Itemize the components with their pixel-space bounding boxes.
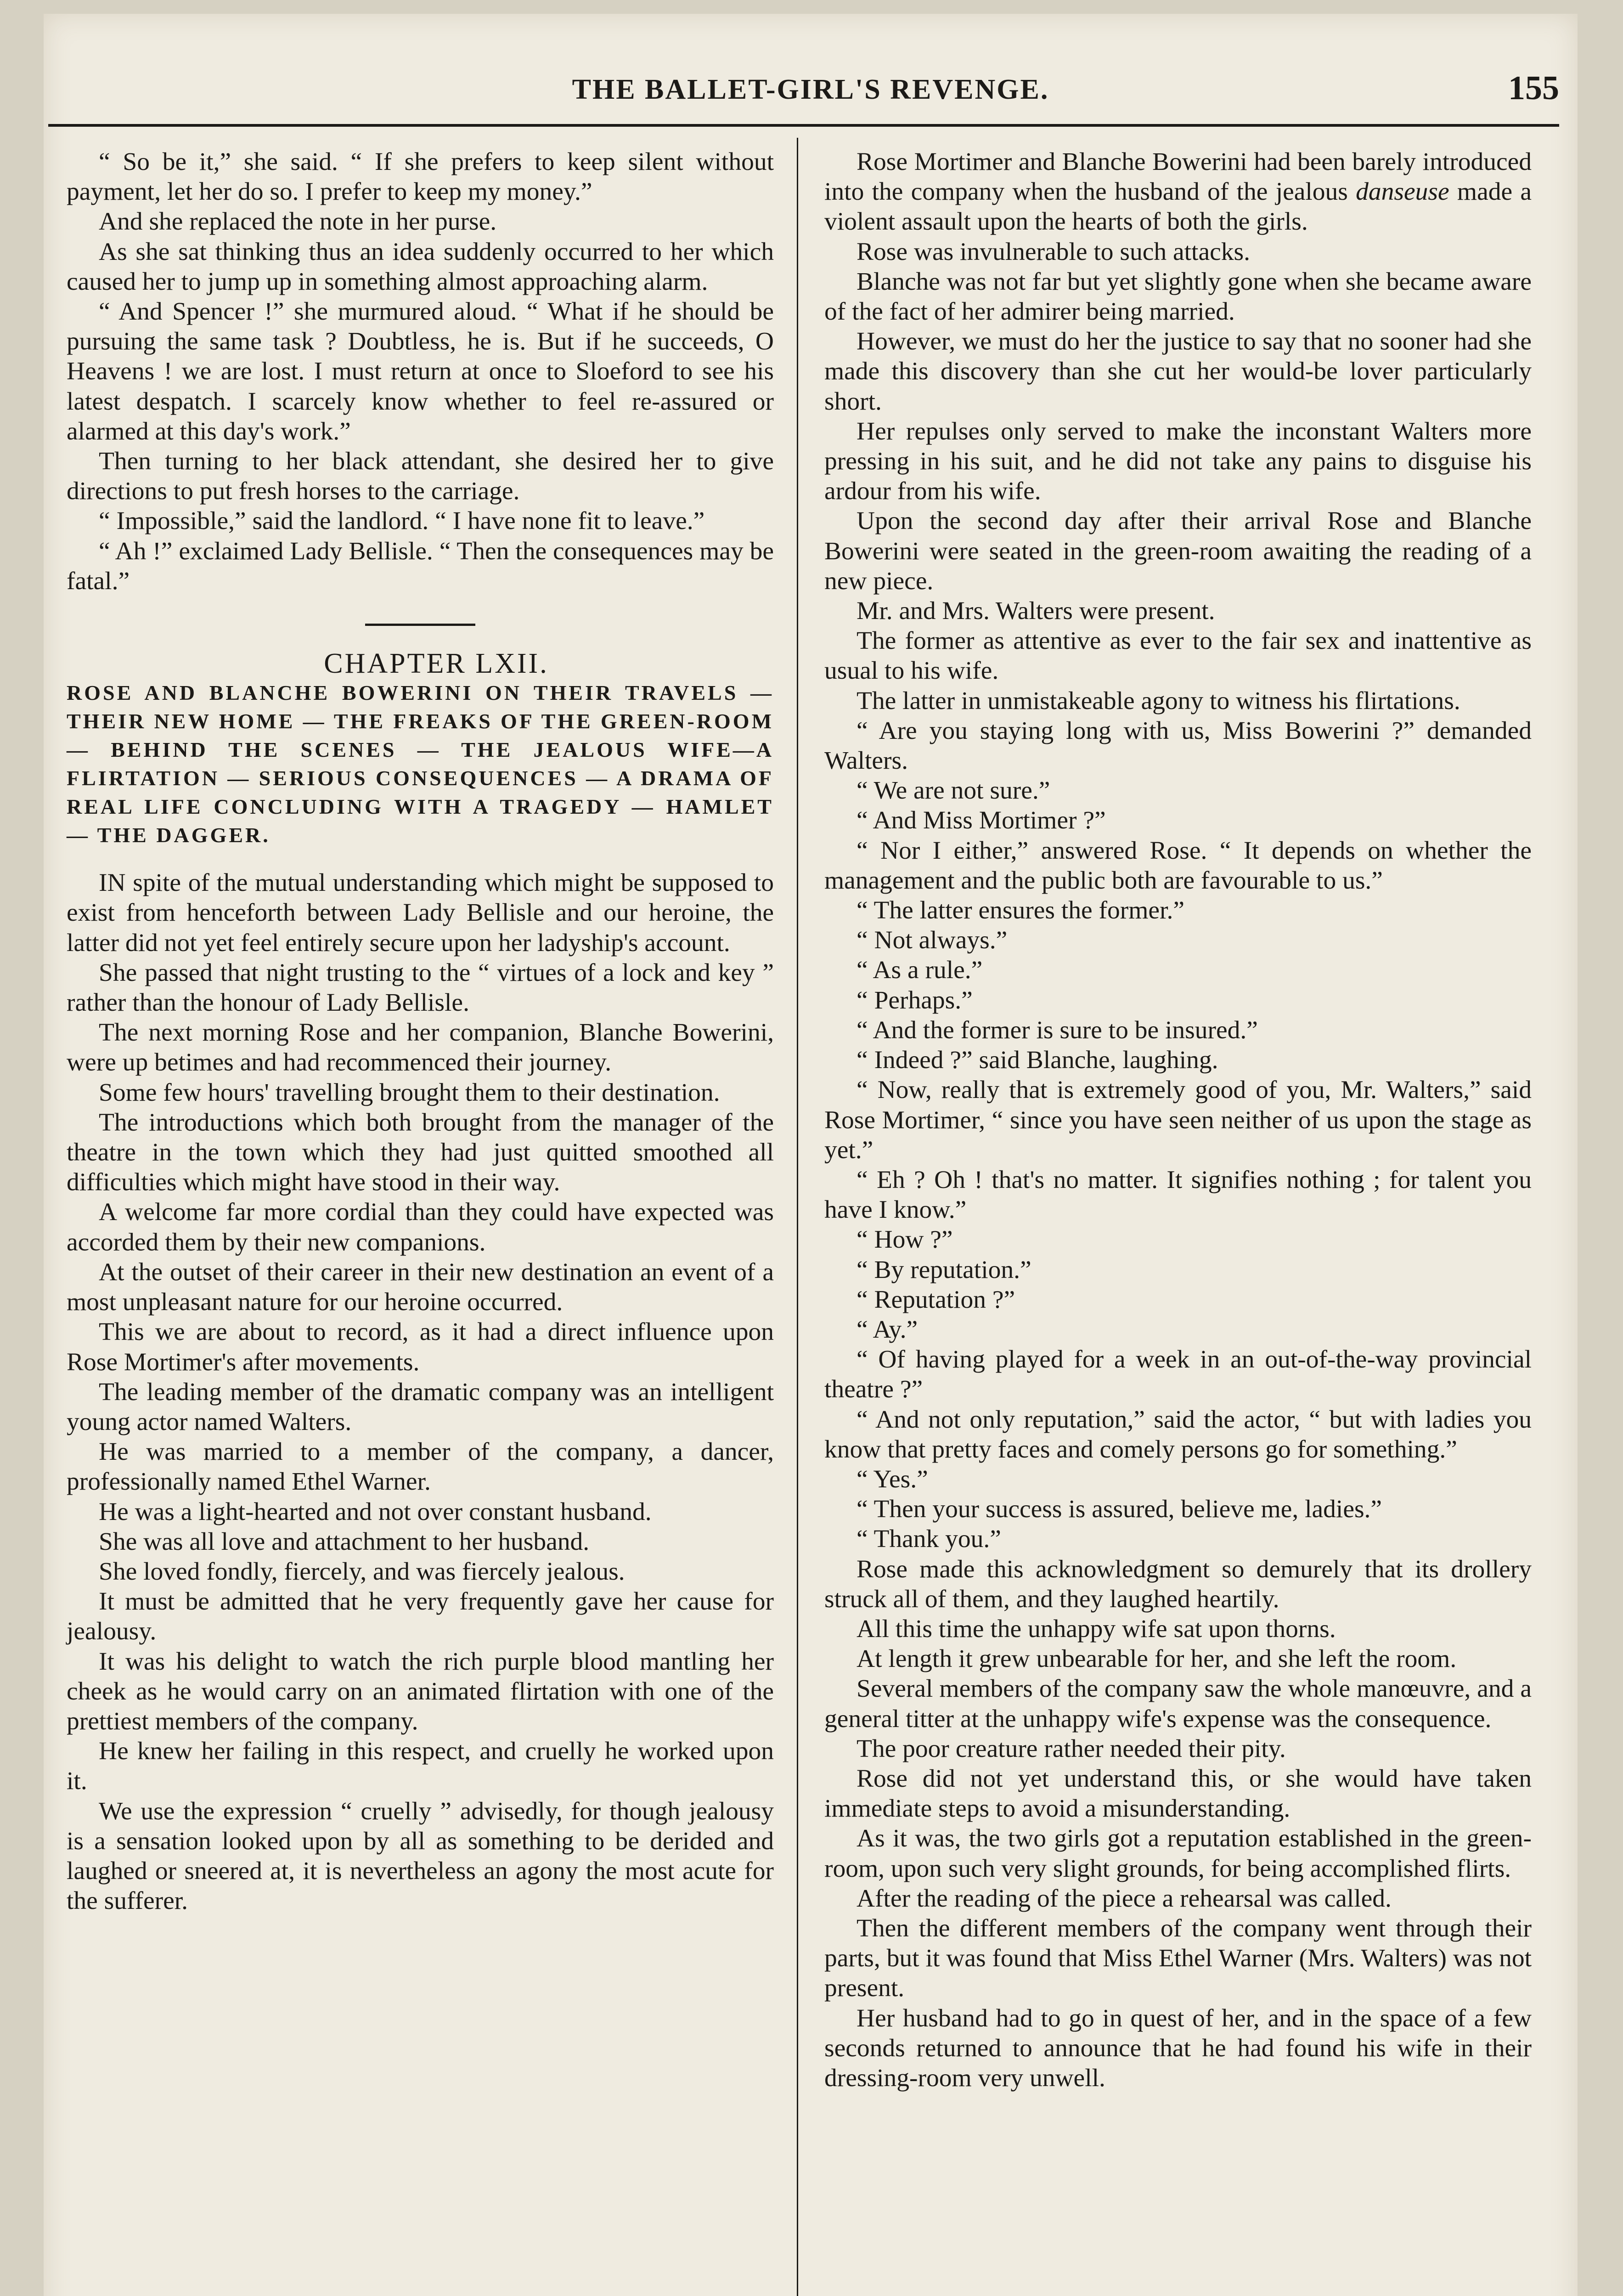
paragraph: As it was, the two girls got a reputation established in the green-room, upon such very slight grounds, for being accomplished flirts. <box>824 1824 1532 1883</box>
paragraph: At the outset of their career in their new destination an event of a most unpleasant nature for our heroine occurred. <box>67 1258 774 1317</box>
chapter-summary: ROSE AND BLANCHE BOWERINI ON THEIR TRAVELS — THEIR NEW HOME — THE FREAKS OF THE GREEN-ROOM — BEHIND THE SCENES — THE JEALOUS WIFE—A FLIRTATION — SERIOUS CONSEQUENCES — A DRAMA OF REAL LIFE CONCLUDING WITH A TRAGEDY — HAMLET — THE DAGGER. <box>67 681 774 847</box>
paragraph: She was all love and attachment to her husband. <box>99 1527 590 1556</box>
paragraph: Several members of the company saw the whole manœuvre, and a general titter at the unhappy wife's expense was the consequence. <box>824 1675 1532 1733</box>
paragraph: “ And the former is sure to be insured.” <box>857 1016 1258 1044</box>
paragraph: However, we must do her the justice to say that no sooner had she made this discovery than she cut her would-be lover particularly short. <box>824 327 1532 416</box>
paragraph: Her repulses only served to make the inconstant Walters more pressing in his suit, and he did not take any pains to disguise his ardour from his wife. <box>824 417 1532 506</box>
italic-word: danseuse <box>1356 178 1449 206</box>
paragraph: IN spite of the mutual understanding which might be supposed to exist from henceforth between Lady Bellisle and our heroine, the latter did not yet feel entirely secure upon her ladyship's account. <box>67 869 774 957</box>
paragraph: The leading member of the dramatic company was an intelligent young actor named Walters. <box>67 1378 774 1436</box>
paragraph: Upon the second day after their arrival Rose and Blanche Bowerini were seated in the green-room awaiting the reading of a new piece. <box>824 507 1532 595</box>
paragraph: “ So be it,” she said. “ If she prefers to keep silent without payment, let her do so. I prefer to keep my money.” <box>67 148 774 206</box>
paragraph: The former as attentive as ever to the fair sex and inattentive as usual to his wife. <box>824 627 1532 685</box>
paragraph: “ We are not sure.” <box>857 777 1050 805</box>
paragraph: “ And Miss Mortimer ?” <box>857 806 1106 835</box>
page-number: 155 <box>1508 69 1559 107</box>
paragraph: Blanche was not far but yet slightly gone when she became aware of the fact of her admirer being married. <box>824 267 1532 326</box>
paragraph: A welcome far more cordial than they could have expected was accorded them by their new companions. <box>67 1198 774 1256</box>
section-divider <box>365 624 475 626</box>
column-divider <box>797 138 798 2296</box>
paragraph: “ Eh ? Oh ! that's no matter. It signifies nothing ; for talent you have I know.” <box>824 1165 1532 1224</box>
paragraph: “ Indeed ?” said Blanche, laughing. <box>857 1046 1218 1075</box>
paragraph: Then the different members of the company went through their parts, but it was found that Miss Ethel Warner (Mrs. Walters) was not present. <box>824 1914 1532 2003</box>
paragraph: She passed that night trusting to the “ virtues of a lock and key ” rather than the honour of Lady Bellisle. <box>67 958 774 1017</box>
paragraph: “ Perhaps.” <box>857 986 973 1014</box>
paragraph: He knew her failing in this respect, and cruelly he worked upon it. <box>67 1737 774 1795</box>
running-head <box>44 64 1578 115</box>
paragraph: And she replaced the note in her purse. <box>99 208 497 236</box>
text-run: made a violent assault upon the hearts of both the girls. <box>824 178 1532 236</box>
running-title: THE BALLET-GIRL'S REVENGE. <box>572 74 1049 105</box>
paragraph: Mr. and Mrs. Walters were present. <box>857 597 1215 625</box>
paragraph: “ By reputation.” <box>857 1255 1031 1284</box>
paragraph: As she sat thinking thus an idea suddenly occurred to her which caused her to jump up in something almost approaching alarm. <box>67 237 774 296</box>
paragraph: “ Not always.” <box>857 926 1008 955</box>
paragraph: “ Nor I either,” answered Rose. “ It depends on whether the management and the public both are favourable to us.” <box>824 836 1532 895</box>
paragraph: He was a light-hearted and not over constant husband. <box>99 1497 652 1526</box>
paragraph: This we are about to record, as it had a direct influence upon Rose Mortimer's after movements. <box>67 1318 774 1376</box>
text-run: Rose Mortimer and Blanche Bowerini had been barely introduced into the company when the husband of the jealous <box>824 148 1532 206</box>
header-rule <box>48 124 1559 127</box>
paragraph <box>824 147 1532 237</box>
paragraph: We use the expression “ cruelly ” advisedly, for though jealousy is a sensation looked upon by all as something to be derided and laughed or sneered at, it is nevertheless an agony the most acute for the sufferer. <box>67 1797 774 1915</box>
paragraph: “ Ah !” exclaimed Lady Bellisle. “ Then the consequences may be fatal.” <box>67 537 774 595</box>
paragraph: “ How ?” <box>857 1226 953 1254</box>
paragraph: The next morning Rose and her companion, Blanche Bowerini, were up betimes and had recommenced their journey. <box>67 1019 774 1077</box>
paragraph: “ Of having played for a week in an out-of-the-way provincial theatre ?” <box>824 1345 1532 1404</box>
paragraph: “ Are you staying long with us, Miss Bowerini ?” demanded Walters. <box>824 716 1532 775</box>
left-paragraphs-after <box>67 868 774 1916</box>
paragraph: “ And not only reputation,” said the actor, “ but with ladies you know that pretty faces and comely persons go for something.” <box>824 1405 1532 1463</box>
paragraph: “ As a rule.” <box>857 956 983 985</box>
chapter-title: CHAPTER LXII. <box>324 648 549 680</box>
paragraph: The latter in unmistakeable agony to witness his flirtations. <box>857 687 1460 715</box>
paragraph: Rose made this acknowledgment so demurely that its drollery struck all of them, and they laughed heartily. <box>824 1555 1532 1613</box>
paragraph: At length it grew unbearable for her, and she left the room. <box>857 1645 1457 1673</box>
paragraph: She loved fondly, fiercely, and was fiercely jealous. <box>99 1557 625 1586</box>
paragraph: “ Thank you.” <box>857 1525 1001 1553</box>
right-column <box>824 147 1532 2093</box>
paragraph: “ And Spencer !” she murmured aloud. “ What if he should be pursuing the same task ? Doubtless, he is. But if he succeeds, O Heavens ! we are lost. I must return at once to Sloeford to see his latest despatch. I scarcely know whether to feel re-assured or alarmed at this day's work.” <box>67 298 774 445</box>
paragraph: “ Then your success is assured, believe me, ladies.” <box>857 1495 1382 1524</box>
paragraph: He was married to a member of the company, a dancer, professionally named Ethel Warner. <box>67 1438 774 1496</box>
paragraph: “ Yes.” <box>857 1465 928 1493</box>
book-page <box>44 14 1578 2296</box>
left-column <box>67 147 774 1916</box>
paragraph: All this time the unhappy wife sat upon thorns. <box>857 1615 1336 1643</box>
left-paragraphs-before <box>67 147 774 596</box>
paragraph: “ Ay.” <box>857 1315 918 1344</box>
paragraph: The introductions which both brought from the manager of the theatre in the town which they had just quitted smoothed all difficulties which might have stood in their way. <box>67 1108 774 1197</box>
paragraph: “ Reputation ?” <box>857 1285 1015 1314</box>
paragraph: Her husband had to go in quest of her, and in the space of a few seconds returned to announce that he had found his wife in their dressing-room very unwell. <box>824 2004 1532 2092</box>
paragraph: Then turning to her black attendant, she desired her to give directions to put fresh horses to the carriage. <box>67 447 774 506</box>
paragraph: Some few hours' travelling brought them to their destination. <box>99 1078 720 1107</box>
paragraph: “ The latter ensures the former.” <box>857 896 1184 925</box>
paragraph: It was his delight to watch the rich purple blood mantling her cheek as he would carry on an animated flirtation with one of the prettiest members of the company. <box>67 1647 774 1735</box>
paragraph: “ Now, really that is extremely good of you, Mr. Walters,” said Rose Mortimer, “ since you have seen neither of us upon the stage as yet.” <box>824 1076 1532 1164</box>
paragraph: It must be admitted that he very frequently gave her cause for jealousy. <box>67 1587 774 1646</box>
paragraph: “ Impossible,” said the landlord. “ I have none fit to leave.” <box>99 507 705 535</box>
paragraph: The poor creature rather needed their pity. <box>857 1734 1286 1763</box>
paragraph: After the reading of the piece a rehearsal was called. <box>857 1884 1392 1913</box>
paragraph: Rose did not yet understand this, or she would have taken immediate steps to avoid a misunderstanding. <box>824 1764 1532 1823</box>
paragraph: Rose was invulnerable to such attacks. <box>857 237 1250 266</box>
